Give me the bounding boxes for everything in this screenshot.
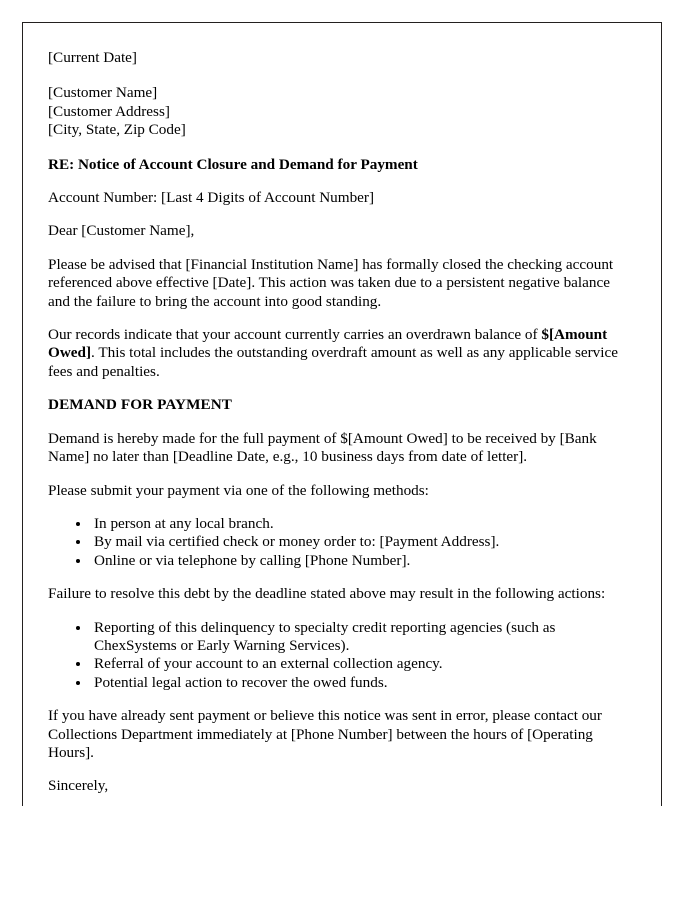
recipient-street: [Customer Address]: [48, 102, 170, 120]
recipient-name: [Customer Name]: [48, 84, 158, 102]
list-item: • By mail via certified check or money order to: [Payment Address].: [91, 533, 631, 551]
subject-line: RE: Notice of Account Closure and Demand for Payment: [48, 155, 418, 173]
salutation: Dear [Customer Name],: [48, 222, 195, 240]
payment-methods-list: [48, 515, 631, 570]
payment-methods-intro: Please submit your payment via one of the following methods:: [48, 481, 429, 499]
recipient-city-state-zip: [City, State, Zip Code]: [48, 121, 186, 139]
paragraph-demand-statement: Demand is hereby made for the full payment of $[Amount Owed] to be received by [Bank Name] no later than [Deadline Date, e.g., 10 business days from date of letter].: [48, 429, 597, 466]
list-item: • In person at any local branch.: [91, 515, 631, 533]
account-number-line: Account Number: [Last 4 Digits of Account Number]: [48, 189, 375, 207]
demand-for-payment-heading: DEMAND FOR PAYMENT: [48, 396, 233, 414]
closing-salutation: Sincerely,: [48, 777, 109, 795]
recipient-address-block: [48, 84, 631, 139]
consequences-list: [48, 619, 631, 693]
amount-owed-value: $[Amount Owed]: [48, 326, 608, 362]
paragraph-account-closure: Please be advised that [Financial Institution Name] has formally closed the checking account referenced above effective [Date]. This action was taken due to a persistent negative balance and the failure to bring the account into good standing.: [48, 255, 614, 310]
list-item: • Online or via telephone by calling [Phone Number].: [91, 552, 631, 570]
paragraph-contact-collections: If you have already sent payment or believe this notice was sent in error, please contact our Collections Department immediately at [Phone Number] between the hours of [Operating Hours].: [48, 707, 602, 761]
closing-clipped-wrapper: [48, 777, 631, 795]
list-item: • Reporting of this delinquency to specialty credit reporting agencies (such as ChexSystems or Early Warning Services).: [91, 619, 631, 656]
list-item: • Potential legal action to recover the owed funds.: [91, 674, 631, 692]
balance-text-lead: Our records indicate that your account currently carries an overdrawn balance of: [48, 326, 542, 344]
balance-text-trail: . This total includes the outstanding overdraft amount as well as any applicable service fees and penalties.: [48, 344, 618, 380]
document-body: [23, 23, 661, 795]
date-placeholder: [Current Date]: [48, 49, 137, 66]
document-page: [22, 22, 662, 806]
list-item: • Referral of your account to an external collection agency.: [91, 655, 631, 673]
consequences-intro: Failure to resolve this debt by the deadline stated above may result in the following actions:: [48, 585, 606, 603]
paragraph-overdrawn-balance: [48, 326, 631, 381]
